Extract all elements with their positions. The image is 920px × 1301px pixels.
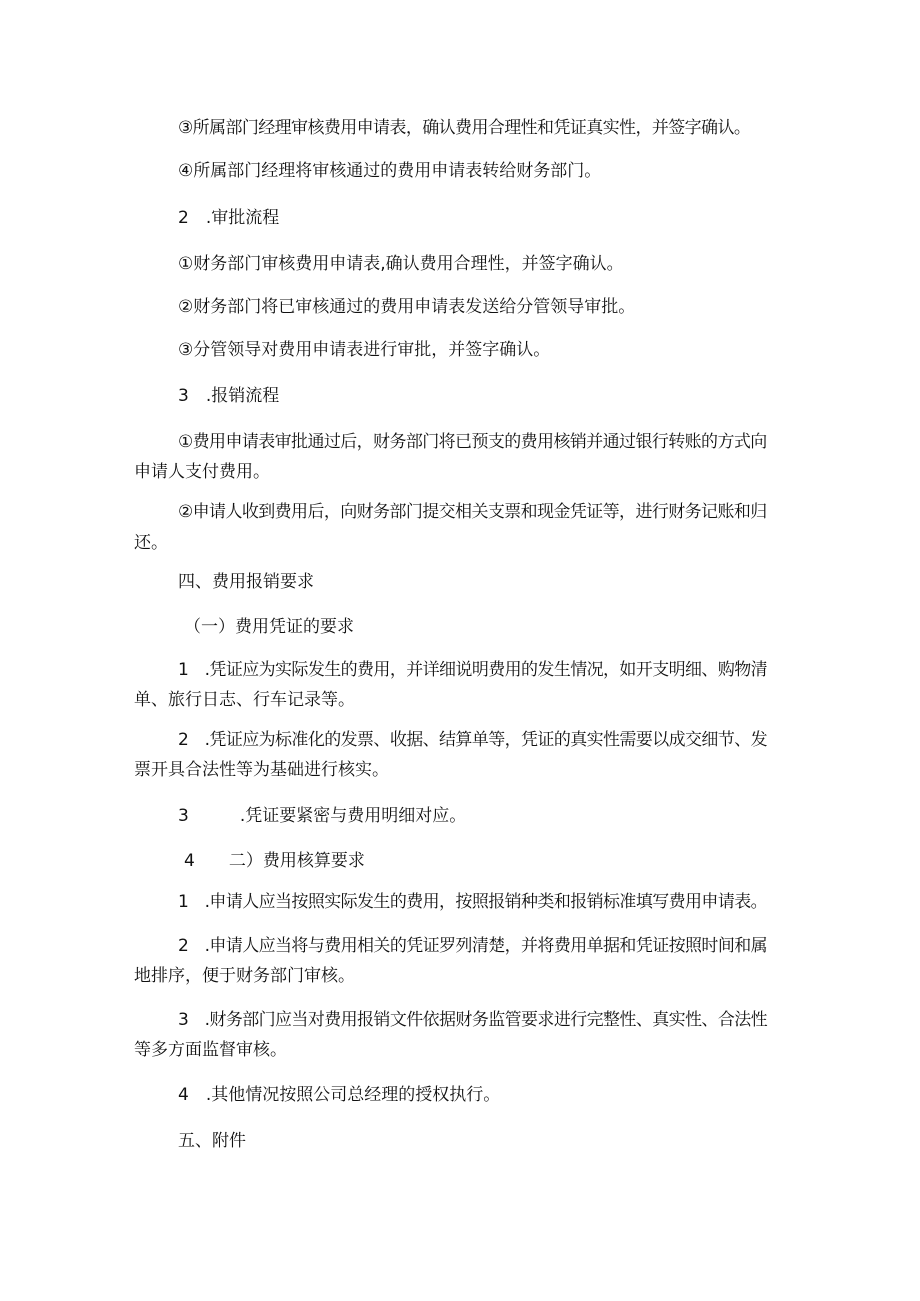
section-heading: 3 .报销流程 (178, 386, 280, 406)
section-heading: 2 .审批流程 (178, 208, 280, 228)
subsection-title: 4 二）费用核算要求 (184, 851, 365, 871)
section-title: 五、附件 (178, 1131, 246, 1151)
paragraph-continuation: 申请人支付费用。 (134, 462, 270, 482)
section-title: 四、费用报销要求 (178, 572, 314, 592)
paragraph: 1 .申请人应当按照实际发生的费用，按照报销种类和报销标准填写费用申请表。 (178, 892, 768, 912)
paragraph: 2 .凭证应为标准化的发票、收据、结算单等，凭证的真实性需要以成交细节、发 (178, 730, 768, 750)
paragraph: ③所属部门经理审核费用申请表，确认费用合理性和凭证真实性，并签字确认。 (178, 118, 751, 138)
paragraph-continuation: 单、旅行日志、行车记录等。 (134, 690, 355, 710)
paragraph: 2 .申请人应当将与费用相关的凭证罗列清楚，并将费用单据和凭证按照时间和属 (178, 936, 768, 956)
paragraph-continuation: 还。 (134, 533, 168, 553)
paragraph: ①费用申请表审批通过后，财务部门将已预支的费用核销并通过银行转账的方式向 (178, 432, 767, 452)
paragraph-continuation: 票开具合法性等为基础进行核实。 (134, 760, 389, 780)
subsection-title: （一）费用凭证的要求 (184, 617, 354, 637)
paragraph: ④所属部门经理将审核通过的费用申请表转给财务部门。 (178, 161, 602, 181)
paragraph: 3 .财务部门应当对费用报销文件依据财务监管要求进行完整性、真实性、合法性 (178, 1010, 768, 1030)
paragraph: ②申请人收到费用后，向财务部门提交相关支票和现金凭证等，进行财务记账和归 (178, 502, 767, 522)
paragraph: 4 .其他情况按照公司总经理的授权执行。 (178, 1085, 501, 1105)
paragraph: ①财务部门审核费用申请表,确认费用合理性，并签字确认。 (178, 254, 624, 274)
paragraph: 3 .凭证要紧密与费用明细对应。 (178, 806, 467, 826)
paragraph: ②财务部门将已审核通过的费用申请表发送给分管领导审批。 (178, 297, 636, 317)
paragraph-continuation: 地排序，便于财务部门审核。 (134, 966, 355, 986)
paragraph: ③分管领导对费用申请表进行审批，并签字确认。 (178, 340, 551, 360)
paragraph: 1 .凭证应为实际发生的费用，并详细说明费用的发生情况，如开支明细、购物清 (178, 660, 768, 680)
paragraph-continuation: 等多方面监督审核。 (134, 1040, 287, 1060)
